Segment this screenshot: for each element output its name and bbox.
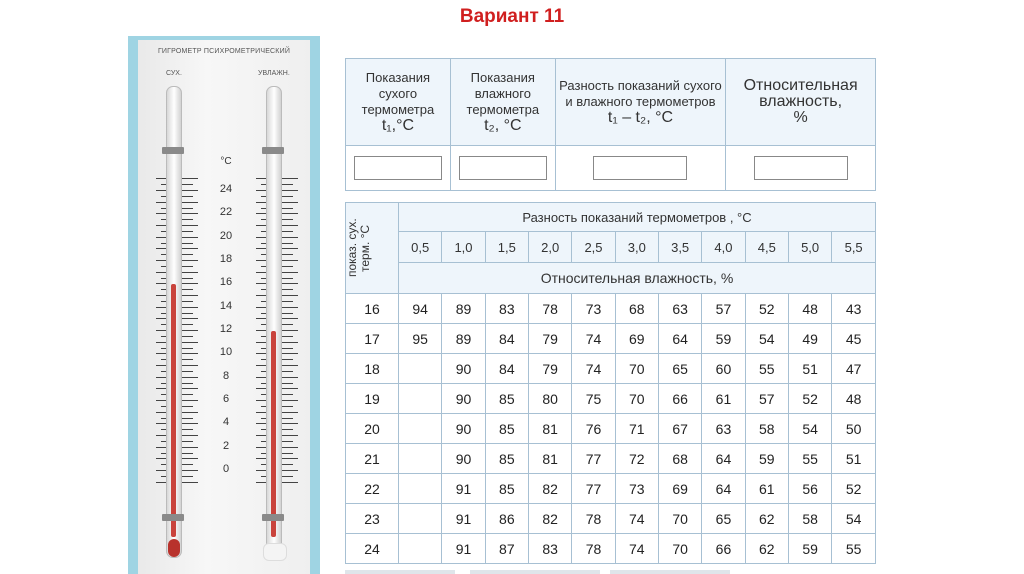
humidity-cell: 54 (788, 414, 831, 444)
diff-values-row (346, 232, 876, 263)
humidity-cell: 83 (528, 534, 571, 564)
humidity-cell: 49 (788, 324, 831, 354)
diff-header: Разность показаний термометров , °C (399, 203, 876, 232)
scale-number: 12 (219, 323, 233, 335)
humidity-cell: 55 (832, 534, 876, 564)
humidity-cell: 66 (702, 534, 745, 564)
humidity-cell: 89 (442, 294, 485, 324)
humidity-cell: 95 (399, 324, 442, 354)
bottom-edge-1 (345, 570, 455, 574)
diff-value: 0,5 (399, 232, 442, 263)
row-temperature: 16 (346, 294, 399, 324)
row-temperature: 23 (346, 504, 399, 534)
humidity-cell: 57 (702, 294, 745, 324)
humidity-cell: 48 (788, 294, 831, 324)
humidity-cell: 59 (745, 444, 788, 474)
humidity-cell: 62 (745, 534, 788, 564)
humidity-cell (399, 504, 442, 534)
humidity-table (345, 202, 876, 564)
scale-number: 16 (219, 276, 233, 289)
scale-number: 24 (219, 183, 233, 195)
humidity-cell: 54 (832, 504, 876, 534)
scale-number: 18 (219, 253, 233, 265)
humidity-cell: 64 (658, 324, 701, 354)
humidity-cell: 87 (485, 534, 528, 564)
cell-diff-input (555, 146, 725, 191)
humidity-cell: 59 (702, 324, 745, 354)
humidity-cell: 91 (442, 474, 485, 504)
humidity-cell: 84 (485, 324, 528, 354)
humidity-cell: 70 (658, 534, 701, 564)
dry-mercury-column (171, 284, 176, 537)
humidity-cell: 90 (442, 354, 485, 384)
humidity-cell: 43 (832, 294, 876, 324)
humidity-cell: 90 (442, 444, 485, 474)
humidity-cell: 78 (528, 294, 571, 324)
humidity-cell (399, 414, 442, 444)
humidity-cell: 81 (528, 414, 571, 444)
humidity-cell: 66 (658, 384, 701, 414)
scale-number: 14 (219, 299, 233, 312)
difference-input[interactable] (593, 156, 687, 180)
table-row (346, 324, 876, 354)
humidity-cell: 76 (572, 414, 615, 444)
humidity-cell: 67 (658, 414, 701, 444)
humidity-cell: 57 (745, 384, 788, 414)
humidity-cell: 85 (485, 384, 528, 414)
header-difference: Разность показаний сухого и влажного термометров t₁ – t₂, °C (555, 59, 725, 146)
humidity-cell: 60 (702, 354, 745, 384)
scale-number: 6 (222, 393, 230, 405)
wet-thermometer-label: УВЛАЖН. (258, 70, 290, 77)
humidity-cell: 70 (658, 504, 701, 534)
humidity-header: Относительная влажность, % (399, 263, 876, 294)
humidity-cell: 61 (702, 384, 745, 414)
header-wet-reading: Показания влажного термометра t₂, °C (450, 59, 555, 146)
humidity-cell: 78 (572, 534, 615, 564)
diff-value: 2,5 (572, 232, 615, 263)
humidity-cell: 89 (442, 324, 485, 354)
humidity-cell: 58 (788, 504, 831, 534)
humidity-cell (399, 534, 442, 564)
bottom-edge-3 (610, 570, 730, 574)
dry-thermometer-tube (166, 86, 182, 558)
diff-value: 5,5 (832, 232, 876, 263)
humidity-cell: 68 (615, 294, 658, 324)
humidity-cell: 51 (832, 444, 876, 474)
humidity-cell: 61 (745, 474, 788, 504)
bottom-edge-2 (470, 570, 600, 574)
humidity-cell: 94 (399, 294, 442, 324)
wet-thermometer-tube (266, 86, 282, 558)
humidity-cell: 82 (528, 504, 571, 534)
row-temperature: 19 (346, 384, 399, 414)
table-row (346, 414, 876, 444)
diff-value: 4,5 (745, 232, 788, 263)
dry-bottom-clamp (162, 514, 184, 521)
humidity-cell: 91 (442, 534, 485, 564)
table-row (346, 534, 876, 564)
humidity-input[interactable] (754, 156, 848, 180)
humidity-cell: 52 (788, 384, 831, 414)
humidity-cell: 71 (615, 414, 658, 444)
diff-value: 3,5 (658, 232, 701, 263)
table-row (346, 384, 876, 414)
humidity-cell: 83 (485, 294, 528, 324)
wet-mercury-column (271, 331, 276, 537)
humidity-cell: 85 (485, 414, 528, 444)
humidity-cell: 80 (528, 384, 571, 414)
humidity-cell: 48 (832, 384, 876, 414)
diff-value: 2,0 (528, 232, 571, 263)
humidity-cell: 63 (702, 414, 745, 444)
humidity-cell: 85 (485, 444, 528, 474)
humidity-cell: 62 (745, 504, 788, 534)
scale-unit: °C (220, 156, 232, 167)
humidity-cell: 73 (615, 474, 658, 504)
humidity-cell: 47 (832, 354, 876, 384)
humidity-cell: 79 (528, 354, 571, 384)
humidity-cell: 74 (615, 534, 658, 564)
row-temperature: 18 (346, 354, 399, 384)
humidity-cell: 54 (745, 324, 788, 354)
scale-number: 10 (219, 346, 233, 359)
table-row (346, 444, 876, 474)
table-row (346, 474, 876, 504)
scale-number: 20 (219, 229, 233, 242)
humidity-cell (399, 444, 442, 474)
humidity-cell (399, 474, 442, 504)
humidity-cell: 78 (572, 504, 615, 534)
diff-value: 5,0 (788, 232, 831, 263)
cell-wet-input (450, 146, 555, 191)
page-title: Вариант 11 (459, 6, 565, 27)
humidity-cell: 58 (745, 414, 788, 444)
humidity-cell: 69 (658, 474, 701, 504)
diff-value: 1,5 (485, 232, 528, 263)
humidity-cell: 69 (615, 324, 658, 354)
scale-number: 22 (219, 206, 233, 219)
wet-reading-input[interactable] (459, 156, 547, 180)
diff-value: 1,0 (442, 232, 485, 263)
humidity-cell (399, 354, 442, 384)
humidity-cell: 72 (615, 444, 658, 474)
humidity-cell: 90 (442, 414, 485, 444)
humidity-cell: 59 (788, 534, 831, 564)
hygrometer-title: ГИГРОМЕТР ПСИХРОМЕТРИЧЕСКИЙ (157, 48, 291, 55)
humidity-cell: 64 (702, 444, 745, 474)
humidity-cell: 55 (745, 354, 788, 384)
humidity-cell: 51 (788, 354, 831, 384)
cell-dry-input (346, 146, 451, 191)
humidity-cell: 65 (658, 354, 701, 384)
humidity-cell: 68 (658, 444, 701, 474)
answer-table (345, 58, 876, 191)
header-humidity: Относительная влажность, % (726, 59, 876, 146)
scale-number: 0 (222, 463, 230, 475)
humidity-cell: 64 (702, 474, 745, 504)
psychrometric-hygrometer (128, 36, 320, 574)
scale-number: 2 (222, 439, 230, 452)
humidity-cell: 56 (788, 474, 831, 504)
humidity-cell: 85 (485, 474, 528, 504)
humidity-cell: 75 (572, 384, 615, 414)
humidity-cell: 70 (615, 384, 658, 414)
humidity-cell: 91 (442, 504, 485, 534)
hygrometer-panel (138, 40, 310, 574)
humidity-cell: 73 (572, 294, 615, 324)
humidity-cell (399, 384, 442, 414)
header-dry-reading: Показания сухого термометра t₁,°C (346, 59, 451, 146)
corner-header: показ. сух. терм. °C (346, 203, 399, 294)
diff-value: 3,0 (615, 232, 658, 263)
humidity-cell: 74 (572, 354, 615, 384)
humidity-cell: 52 (745, 294, 788, 324)
table-row (346, 504, 876, 534)
humidity-cell: 50 (832, 414, 876, 444)
humidity-cell: 63 (658, 294, 701, 324)
humidity-cell: 79 (528, 324, 571, 354)
humidity-cell: 55 (788, 444, 831, 474)
dry-thermometer-label: СУХ. (166, 70, 182, 77)
dry-thermometer-bulb (168, 539, 180, 557)
wet-wick (263, 543, 287, 561)
humidity-cell: 81 (528, 444, 571, 474)
wet-bottom-clamp (262, 514, 284, 521)
table-row (346, 354, 876, 384)
humidity-cell: 84 (485, 354, 528, 384)
humidity-cell: 70 (615, 354, 658, 384)
humidity-cell: 74 (572, 324, 615, 354)
humidity-cell: 77 (572, 444, 615, 474)
humidity-cell: 77 (572, 474, 615, 504)
humidity-cell: 45 (832, 324, 876, 354)
scale-number: 4 (222, 416, 230, 429)
table-row (346, 294, 876, 324)
cell-humidity-input (726, 146, 876, 191)
row-temperature: 17 (346, 324, 399, 354)
scale-number: 8 (222, 369, 230, 382)
row-temperature: 21 (346, 444, 399, 474)
row-temperature: 20 (346, 414, 399, 444)
humidity-cell: 82 (528, 474, 571, 504)
dry-top-clamp (162, 147, 184, 154)
wet-top-clamp (262, 147, 284, 154)
row-temperature: 24 (346, 534, 399, 564)
humidity-cell: 86 (485, 504, 528, 534)
diff-value: 4,0 (702, 232, 745, 263)
row-temperature: 22 (346, 474, 399, 504)
humidity-cell: 52 (832, 474, 876, 504)
humidity-cell: 65 (702, 504, 745, 534)
humidity-cell: 90 (442, 384, 485, 414)
humidity-cell: 74 (615, 504, 658, 534)
dry-reading-input[interactable] (354, 156, 442, 180)
